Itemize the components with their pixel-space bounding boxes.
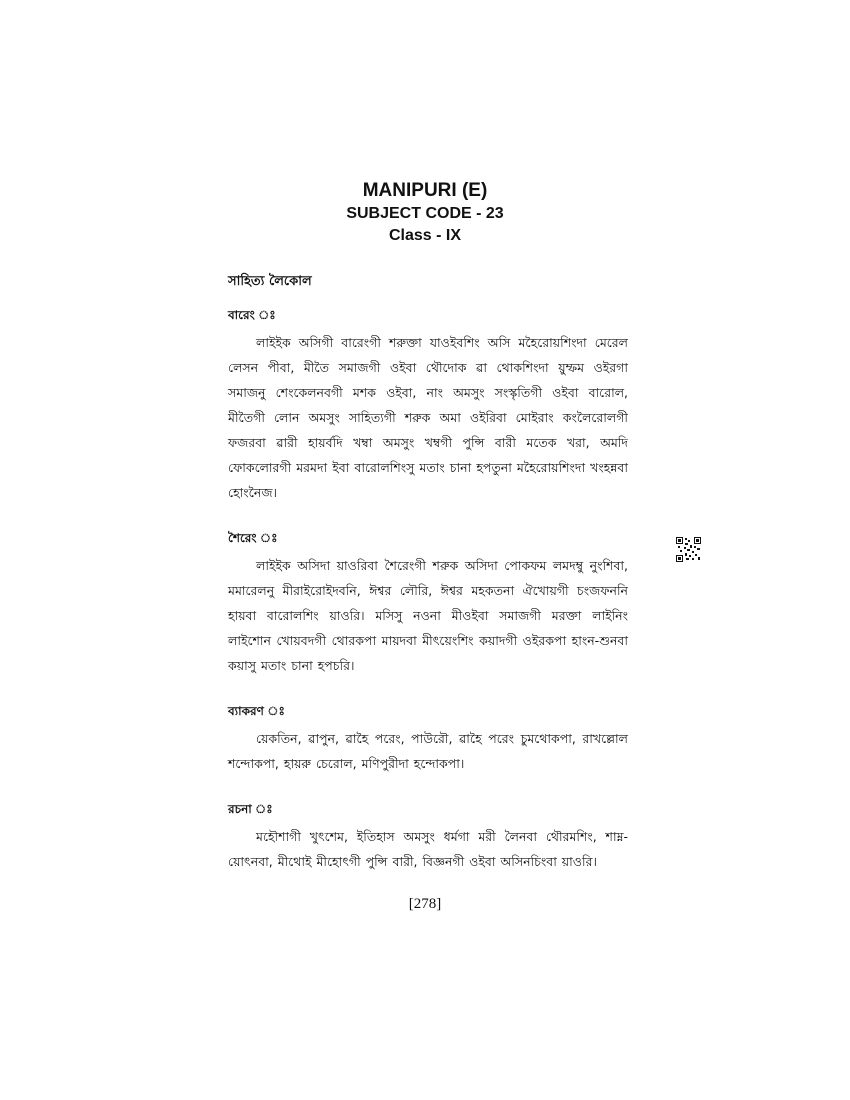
section-composition bbox=[228, 800, 628, 874]
section-heading: বারেং ঃ bbox=[228, 308, 276, 322]
section-heading: ব্যাকরণ ঃ bbox=[228, 704, 285, 718]
section-poetry bbox=[228, 529, 628, 678]
qr-code-icon bbox=[676, 537, 701, 562]
class-label: Class - IX bbox=[388, 227, 462, 244]
section-heading: শৈরেং ঃ bbox=[228, 531, 278, 545]
section-paragraph: মহৌশাগী খুৎশেম, ইতিহাস অমসুং ধর্মগা মরী লৈনবা থৌরমশিং, শাম্ন-য়োৎনবা, মীথোই মীহোৎগী পুন্সি বারী, বিজ্ঞনগী ওইবা অসিনচিংবা য়াওরি। bbox=[228, 829, 628, 869]
section-paragraph: য়েকতিন, ৱাপুন, ৱাহৈ পরেং, পাউরৌ, ৱাহৈ পরেং চুমথোকপা, রাখল্লোল শন্দোকপা, হায়রু চেরোল, মণিপুরীদা হন্দোকপা। bbox=[228, 731, 628, 771]
section-paragraph: লাইইক অসিদা য়াওরিবা শৈরেংগী শরুক অসিদা পোকফম লমদম্বু নুংশিবা, মমারেলনু মীরাইরোইদবনি, ঈশ্বর লৌরি, ঈশ্বর মহকতনা ঐখোয়গী চংজফননি হায়বা বারোলশিং য়াওরি। মসিসু নওনা মীওইবা সমাজগী মরক্তা লাইনিং লাইশোন খোয়বদগী থোরকপা মায়দবা মীৎয়েংশিং কয়াদগী ওইরকপা হাংন-শুনবা কয়াসু মতাং চানা হপচরি। bbox=[228, 558, 628, 673]
page-number: [278] bbox=[408, 896, 442, 912]
section-heading: রচনা ঃ bbox=[228, 802, 273, 816]
subject-code: SUBJECT CODE - 23 bbox=[346, 205, 504, 222]
main-heading: সাহিত্য লৈকোল bbox=[228, 274, 312, 289]
subject-title: MANIPURI (E) bbox=[362, 180, 488, 201]
section-grammar bbox=[228, 702, 628, 776]
section-prose bbox=[228, 306, 628, 505]
section-paragraph: লাইইক অসিগী বারেংগী শরুক্তা যাওইবশিং অসি মহৈরোয়শিংদা মেরেল লেসন পীবা, মীতৈ সমাজগী ওইবা থৌদোক ৱা থোকশিংদা য়ুম্ফম ওইরগা সমাজনু শেংকেলনবগী মশক ওইবা, নাং অমসুং সংস্কৃতিগী ওইবা বারোল, মীতৈগী লোন অমসুং সাহিত্যগী শরুক অমা ওইরিবা মোইরাং কংলৈরোলগী ফজরবা ৱারী হায়র্বদি খম্বা অমসুং খম্বগী পুন্সি বারী মতেক খরা, অমদি ফোকলোরগী মরমদা ইবা বারোলশিংসু মতাং চানা হপতুনা মহৈরোয়শিংদা খংহন্নবা হোংনৈজ। bbox=[228, 335, 628, 500]
syllabus-content bbox=[228, 272, 628, 898]
